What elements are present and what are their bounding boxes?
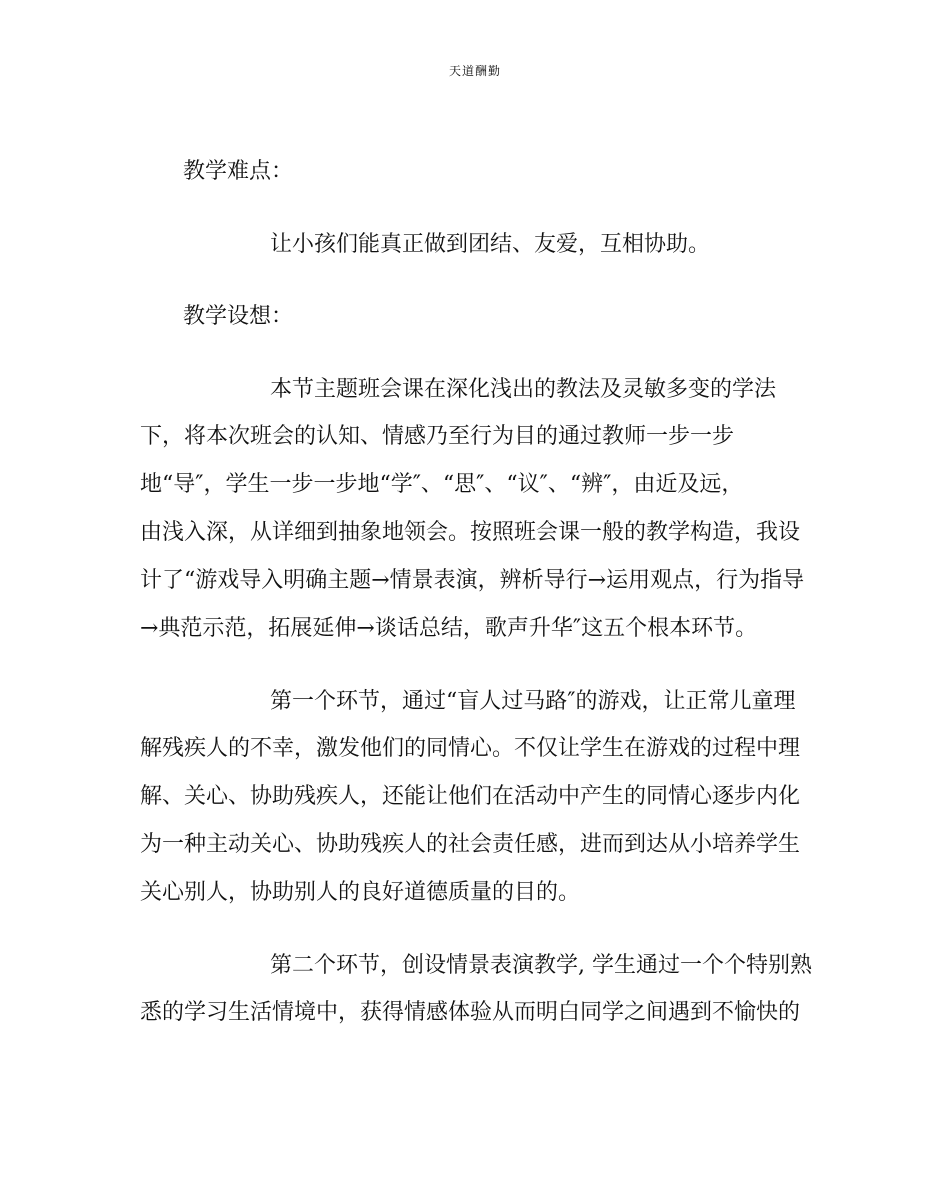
paragraph1-line: 计了“游戏导入明确主题→情景表演，辨析导行→运用观点，行为指导 (140, 568, 805, 593)
paragraph1-line: 由浅入深，从详细到抽象地领会。按照班会课一般的教学构造，我设 (140, 520, 801, 545)
paragraph2-line: 解残疾人的不幸，激发他们的同情心。不仅让学生在游戏的过程中理 (140, 736, 801, 761)
paragraph2-line: 关心别人，协助别人的良好道德质量的目的。 (140, 880, 581, 905)
heading-teaching-idea: 教学设想： (183, 304, 294, 329)
paragraph3-line: 第二个环节，创设情景表演教学, 学生通过一个个特别熟 (270, 953, 812, 978)
paragraph3-line: 悉的学习生活情境中，获得情感体验从而明白同学之间遇到不愉快的 (140, 1000, 801, 1025)
heading-teaching-difficulty: 教学难点： (183, 159, 294, 184)
paragraph1-line: →典范示范，拓展延伸→谈话总结，歌声升华″这五个根本环节。 (140, 616, 758, 641)
page-header: 天道酬勤 (448, 64, 501, 78)
teaching-difficulty-content: 让小孩们能真正做到团结、友爱，互相协助。 (270, 232, 711, 257)
paragraph1-line: 地“导″，学生一步一步地“学″、“思″、“议″、“辨″，由近及远， (140, 472, 744, 497)
paragraph2-line: 第一个环节，通过“盲人过马路″的游戏，让正常儿童理 (270, 689, 796, 714)
paragraph1-line: 下，将本次班会的认知、情感乃至行为目的通过教师一步一步 (140, 424, 735, 449)
paragraph1-line: 本节主题班会课在深化浅出的教法及灵敏多变的学法 (270, 377, 777, 402)
paragraph2-line: 解、关心、协助残疾人，还能让他们在活动中产生的同情心逐步内化 (140, 784, 801, 809)
paragraph2-line: 为一种主动关心、协助残疾人的社会责任感，进而到达从小培养学生 (140, 832, 801, 857)
